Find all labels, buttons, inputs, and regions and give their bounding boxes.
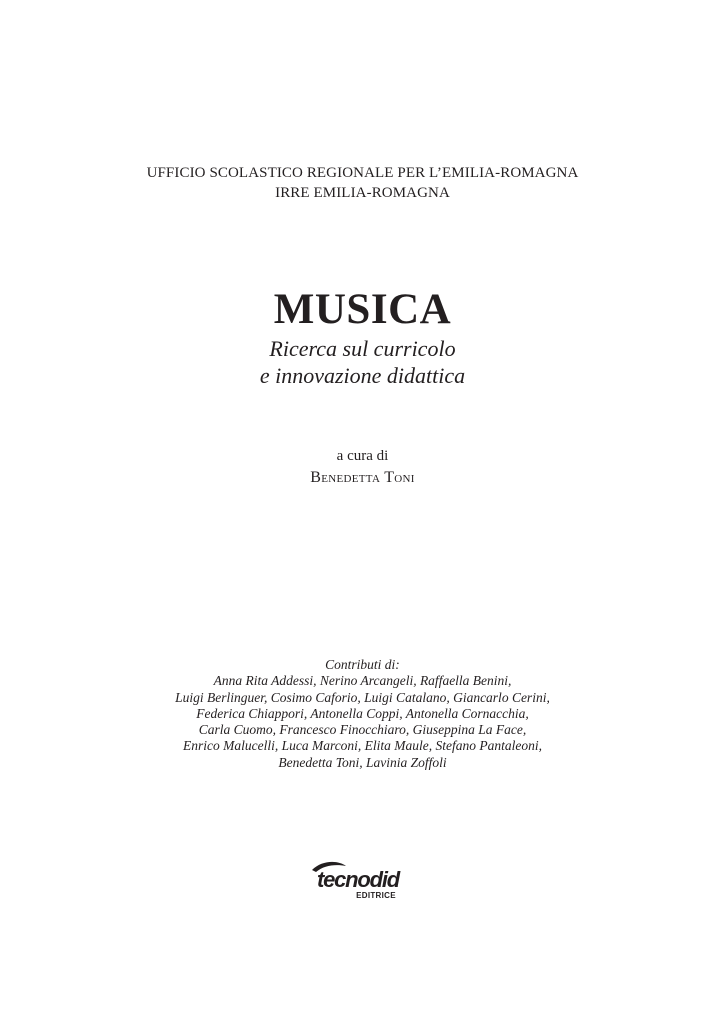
contributors-line: Carla Cuomo, Francesco Finocchiaro, Giuseppina La Face,: [198, 722, 527, 738]
contributors-line: Benedetta Toni, Lavinia Zoffoli: [278, 754, 447, 770]
contributors-list: [0, 657, 725, 771]
logo-wordmark: tecnodid: [316, 867, 400, 892]
book-title: MUSICA: [273, 286, 452, 333]
institution-line-2: IRRE EMILIA-ROMAGNA: [275, 185, 450, 201]
institution-header: [0, 163, 725, 203]
subtitle-line-1: Ricerca sul curricolo: [269, 336, 456, 361]
subtitle-line-2: e innovazione didattica: [259, 363, 466, 388]
contributors-line: Luigi Berlinguer, Cosimo Caforio, Luigi Catalano, Giancarlo Cerini,: [175, 689, 550, 705]
curator-label: a cura di: [336, 448, 389, 464]
contributors-line: Enrico Malucelli, Luca Marconi, Elita Maule, Stefano Pantaleoni,: [182, 738, 543, 754]
logo-subtitle: EDITRICE: [356, 891, 396, 900]
contributors-line: Federica Chiappori, Antonella Coppi, Antonella Cornacchia,: [196, 705, 529, 721]
institution-line-1: UFFICIO SCOLASTICO REGIONALE PER L’EMILIA-ROMAGNA: [146, 165, 579, 181]
contributors-line: Anna Rita Addessi, Nerino Arcangeli, Raffaella Benini,: [213, 673, 512, 689]
curator-name: Benedetta Toni: [310, 469, 415, 486]
publisher-logo: [308, 858, 404, 902]
book-subtitle: [0, 335, 725, 389]
contributors-label: Contributi di:: [325, 657, 400, 672]
